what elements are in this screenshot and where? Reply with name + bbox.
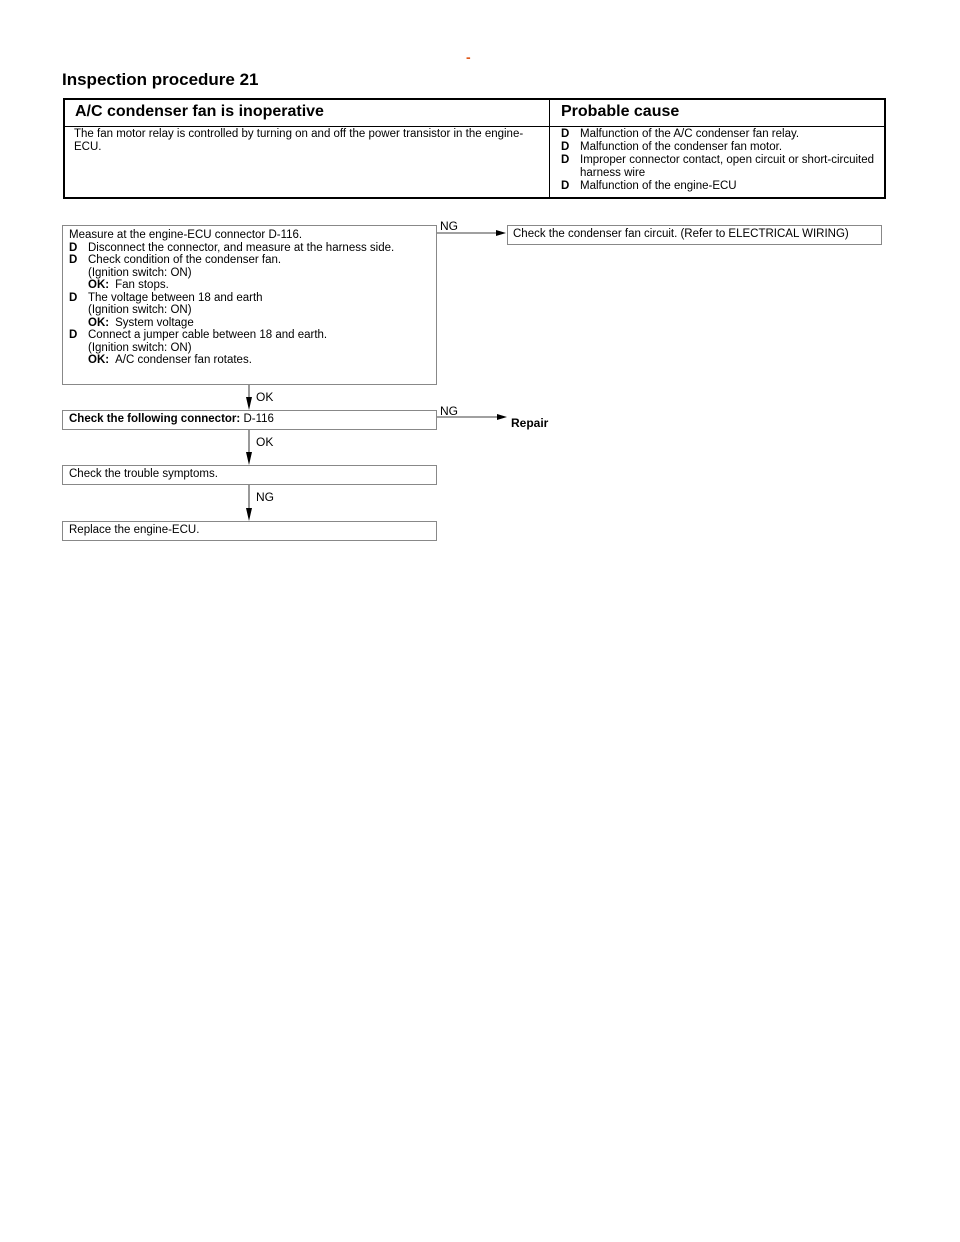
arrow-right-icon xyxy=(497,414,507,420)
step-ok-criteria: OK: System voltage xyxy=(88,316,194,329)
ok-label: OK xyxy=(256,390,274,404)
bullet-icon: D xyxy=(69,329,78,341)
arrow-down-icon xyxy=(246,397,252,410)
ng-label: NG xyxy=(440,404,458,418)
arrow-down-icon xyxy=(246,508,252,521)
bullet-icon: D xyxy=(561,180,570,192)
step-ok-criteria: OK: A/C condenser fan rotates. xyxy=(88,354,252,366)
symptom-description: The fan motor relay is controlled by turning on and off the power transistor in the engine-ECU. xyxy=(74,128,524,153)
step-ok-criteria: OK: Fan stops. xyxy=(88,279,169,291)
bullet-icon: D xyxy=(561,154,570,166)
step-condition: (Ignition switch: ON) xyxy=(88,266,192,279)
cause-item: D Malfunction of the engine-ECU xyxy=(561,180,737,192)
ng-label: NG xyxy=(256,490,274,504)
step-replace-ecu: Replace the engine-ECU. xyxy=(62,521,437,541)
header-mark: - xyxy=(466,49,471,65)
bullet-icon: D xyxy=(69,254,78,266)
step-measure-ecu xyxy=(62,225,437,385)
ng-label: NG xyxy=(440,219,458,233)
action-check-fan-circuit: Check the condenser fan circuit. (Refer to ELECTRICAL WIRING) xyxy=(507,225,882,245)
step-condition: (Ignition switch: ON) xyxy=(88,341,192,354)
step-bullet: D Check condition of the condenser fan. xyxy=(69,254,282,266)
bullet-icon: D xyxy=(561,141,570,153)
probable-cause-heading: Probable cause xyxy=(561,103,680,120)
step-check-connector xyxy=(62,410,437,430)
page-title: Inspection procedure 21 xyxy=(62,70,259,89)
arrow-down-icon xyxy=(246,452,252,465)
cause-item: D Malfunction of the A/C condenser fan relay. xyxy=(561,128,800,140)
bullet-icon: D xyxy=(69,241,78,254)
bullet-icon: D xyxy=(69,291,78,304)
ok-label: OK xyxy=(256,435,274,449)
step-condition: (Ignition switch: ON) xyxy=(88,304,192,316)
step-check-symptoms: Check the trouble symptoms. xyxy=(62,465,437,485)
cause-item: D Improper connector contact, open circuit or short-circuited harness wire xyxy=(561,154,875,179)
step-bullet: D Disconnect the connector, and measure at the harness side. xyxy=(69,241,395,254)
bullet-icon: D xyxy=(561,128,570,140)
cause-item: D Malfunction of the condenser fan motor. xyxy=(561,141,783,153)
symptom-heading: A/C condenser fan is inoperative xyxy=(75,103,324,120)
connector-code: D-116 xyxy=(243,413,274,425)
step-heading: Measure at the engine-ECU connector D-116. xyxy=(69,229,303,241)
action-repair: Repair xyxy=(511,416,549,430)
step-heading: Check the following connector: xyxy=(69,413,241,425)
step-bullet: D Connect a jumper cable between 18 and earth. xyxy=(69,329,328,341)
arrow-right-icon xyxy=(496,230,506,236)
step-bullet: D The voltage between 18 and earth xyxy=(69,291,263,304)
